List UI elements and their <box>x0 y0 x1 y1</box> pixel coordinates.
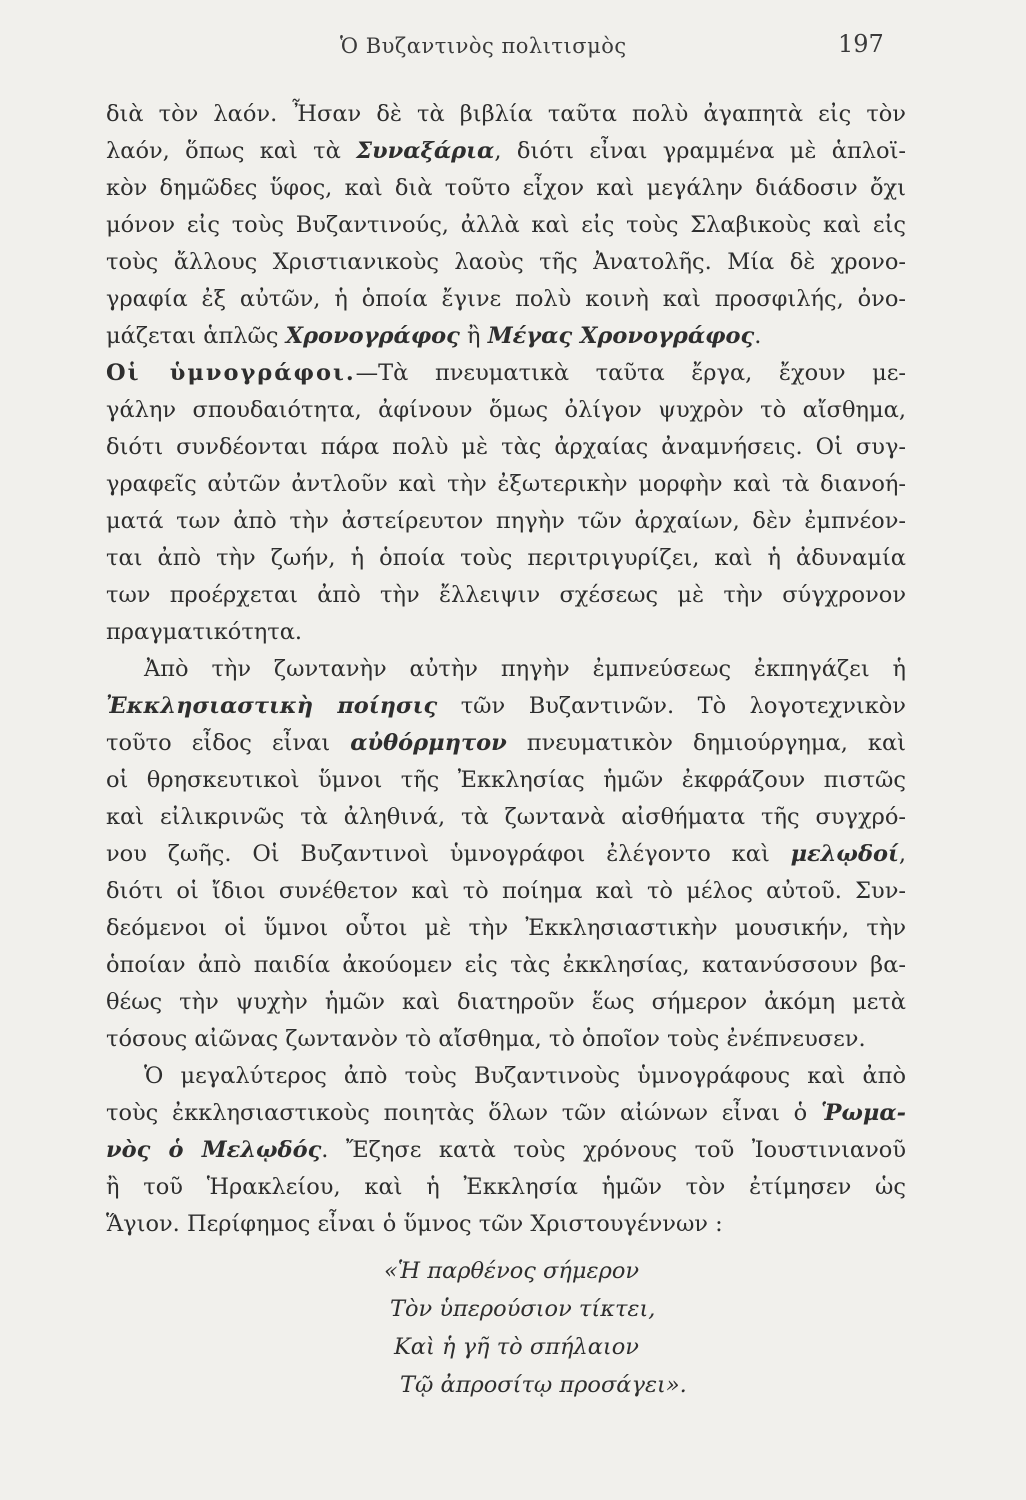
text-line: τοὺς ἄλλους Χριστιανικοὺς λαοὺς τῆς Ἀνατολῆς. Μία δὲ χρονο- <box>106 249 906 275</box>
text-line: Ἅγιον. Περίφημος εἶναι ὁ ὕμνος τῶν Χριστουγέννων : <box>106 1211 723 1237</box>
paragraph <box>106 1058 906 1243</box>
text-line: τόσους αἰῶνας ζωντανὸν τὸ αἴσθημα, τὸ ὁποῖον τοὺς ἐνέπνευσεν. <box>106 1026 866 1052</box>
text-line: των προέρχεται ἀπὸ τὴν ἔλλειψιν σχέσεως μὲ τὴν σύγχρονον <box>106 582 906 608</box>
emphasized-term: νὸς ὁ Μελῳδός <box>106 1137 322 1163</box>
running-title: Ὁ Βυζαντινὸς πολιτισμὸς <box>340 34 627 58</box>
text-line: ματά των ἀπὸ τὴν ἀστείρευτον πηγὴν τῶν ἀρχαίων, δὲν ἐμπνέον- <box>106 508 906 534</box>
paragraph <box>106 96 906 355</box>
text-line: γραφία ἐξ αὐτῶν, ἡ ὁποία ἔγινε πολὺ κοινὴ καὶ προσφιλής, ὀνο- <box>106 286 906 312</box>
paragraph <box>106 355 906 651</box>
emphasized-term: αὐθόρμητον <box>350 730 507 756</box>
hymn-excerpt <box>384 1252 764 1404</box>
paragraph <box>106 651 906 1058</box>
text-line: ὁποίαν ἀπὸ παιδία ἀκούομεν εἰς τὰς ἐκκλησίας, κατανύσσουν βα- <box>106 952 906 978</box>
text-line: νου ζωῆς. Οἱ Βυζαντινοὶ ὑμνογράφοι ἐλέγοντο καὶ μελῳδοί, <box>106 841 906 867</box>
poem-line: «Ἡ παρθένος σήμερον <box>384 1258 640 1284</box>
emphasized-term: μελῳδοί <box>790 841 899 867</box>
poem-line: Καὶ ἡ γῆ τὸ σπήλαιον <box>394 1334 639 1360</box>
emphasized-term: Ῥωμα- <box>820 1100 906 1126</box>
emphasized-term: Συναξάρια <box>356 138 495 164</box>
text-line: μάζεται ἁπλῶς Χρονογράφος ἢ Μέγας Χρονογράφος. <box>106 323 762 349</box>
text-line: ἢ τοῦ Ἡρακλείου, καὶ ἡ Ἐκκλησία ἡμῶν τὸν ἐτίμησεν ὡς <box>106 1174 906 1200</box>
text-line: τοὺς ἐκκλησιαστικοὺς ποιητὰς ὅλων τῶν αἰώνων εἶναι ὁ Ῥωμα- <box>106 1100 906 1126</box>
text-line: μόνον εἰς τοὺς Βυζαντινούς, ἀλλὰ καὶ εἰς τοὺς Σλαβικοὺς καὶ εἰς <box>106 212 906 238</box>
text-line: Ὁ μεγαλύτερος ἀπὸ τοὺς Βυζαντινοὺς ὑμνογράφους καὶ ἀπὸ <box>144 1063 906 1089</box>
text-line: Οἱ ὑμνογράφοι.—Τὰ πνευματικὰ ταῦτα ἔργα, ἔχουν με- <box>106 360 906 386</box>
text-line: διότι συνδέονται πάρα πολὺ μὲ τὰς ἀρχαίας ἀναμνήσεις. Οἱ συγ- <box>106 434 906 460</box>
page-number: 197 <box>838 30 884 58</box>
text-line: γάλην σπουδαιότητα, ἀφίνουν ὅμως ὀλίγον ψυχρὸν τὸ αἴσθημα, <box>106 397 906 423</box>
poem-line: Τὸν ὑπερούσιον τίκτει, <box>390 1296 656 1322</box>
emphasized-term: Μέγας Χρονογράφος <box>487 323 755 349</box>
text-line: διότι οἱ ἴδιοι συνέθετον καὶ τὸ ποίημα καὶ τὸ μέλος αὐτοῦ. Συν- <box>106 878 906 904</box>
section-heading: Οἱ ὑμνογράφοι. <box>106 360 356 386</box>
text-line: λαόν, ὅπως καὶ τὰ Συναξάρια, διότι εἶναι γραμμένα μὲ ἁπλοϊ- <box>106 138 906 164</box>
text-line: κὸν δημῶδες ὕφος, καὶ διὰ τοῦτο εἶχον καὶ μεγάλην διάδοσιν ὄχι <box>106 175 906 201</box>
text-line: πραγματικότητα. <box>106 619 303 645</box>
text-line: γραφεῖς αὐτῶν ἀντλοῦν καὶ τὴν ἐξωτερικὴν μορφὴν καὶ τὰ διανοή- <box>106 471 906 497</box>
text-line: τοῦτο εἶδος εἶναι αὐθόρμητον πνευματικὸν δημιούργημα, καὶ <box>106 730 906 756</box>
emphasized-term: Χρονογράφος <box>285 323 460 349</box>
text-line: νὸς ὁ Μελῳδός. Ἔζησε κατὰ τοὺς χρόνους τοῦ Ἰουστινιανοῦ <box>106 1137 906 1163</box>
text-line: ται ἀπὸ τὴν ζωήν, ἡ ὁποία τοὺς περιτριγυρίζει, καὶ ἡ ἀδυναμία <box>106 545 906 571</box>
text-line: καὶ εἰλικρινῶς τὰ ἀληθινά, τὰ ζωντανὰ αἰσθήματα τῆς συγχρό- <box>106 804 906 830</box>
text-line: δεόμενοι οἱ ὕμνοι οὗτοι μὲ τὴν Ἐκκλησιαστικὴν μουσικήν, τὴν <box>106 915 906 941</box>
text-line: Ἀπὸ τὴν ζωντανὴν αὐτὴν πηγὴν ἐμπνεύσεως ἐκπηγάζει ἡ <box>144 656 906 682</box>
poem-line: Τῷ ἀπροσίτῳ προσάγει». <box>400 1372 687 1398</box>
text-line: οἱ θρησκευτικοὶ ὕμνοι τῆς Ἐκκλησίας ἡμῶν ἐκφράζουν πιστῶς <box>106 767 906 793</box>
text-line: διὰ τὸν λαόν. Ἦσαν δὲ τὰ βιβλία ταῦτα πολὺ ἀγαπητὰ εἰς τὸν <box>106 101 906 127</box>
emphasized-term: Ἐκκλησιαστικὴ ποίησις <box>106 693 438 719</box>
text-line: Ἐκκλησιαστικὴ ποίησις τῶν Βυζαντινῶν. Τὸ λογοτεχνικὸν <box>106 693 906 719</box>
text-line: θέως τὴν ψυχὴν ἡμῶν καὶ διατηροῦν ἕως σήμερον ἀκόμη μετὰ <box>106 989 906 1015</box>
body-text <box>106 96 906 1243</box>
